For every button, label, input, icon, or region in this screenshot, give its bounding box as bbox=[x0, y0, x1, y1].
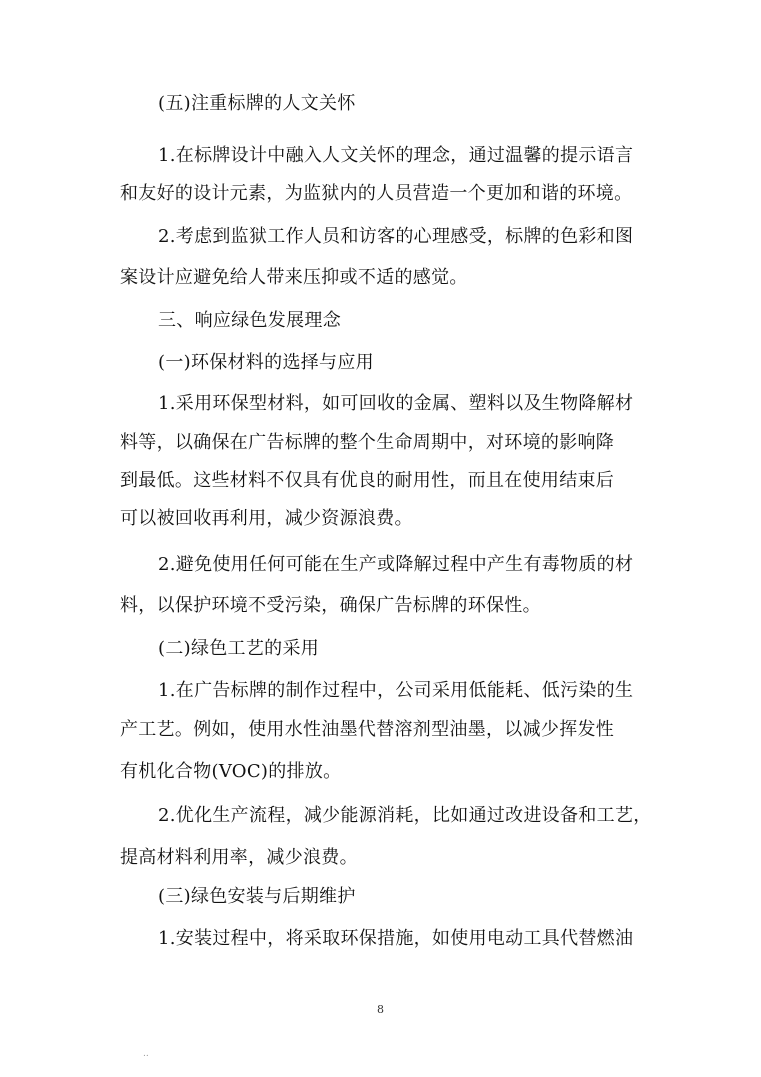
page-number: 8 bbox=[377, 1003, 384, 1016]
paragraph-line: 有机化合物(VOC)的排放。 bbox=[120, 761, 342, 782]
paragraph-line: 2.优化生产流程，减少能源消耗，比如通过改进设备和工艺， bbox=[158, 805, 652, 826]
paragraph-line: 提高材料利用率，减少浪费。 bbox=[120, 847, 358, 868]
paragraph-line: 料，以保护环境不受污染，确保广告标牌的环保性。 bbox=[120, 595, 541, 616]
subsection-heading-3: (三)绿色安装与后期维护 bbox=[158, 886, 356, 907]
subsection-heading-2: (二)绿色工艺的采用 bbox=[158, 638, 320, 659]
paragraph-line: 产工艺。例如，使用水性油墨代替溶剂型油墨，以减少挥发性 bbox=[120, 719, 615, 740]
paragraph-line: 1.采用环保型材料，如可回收的金属、塑料以及生物降解材 bbox=[158, 393, 634, 414]
section-heading-3: 三、响应绿色发展理念 bbox=[158, 310, 341, 331]
paragraph-line: 案设计应避免给人带来压抑或不适的感觉。 bbox=[120, 267, 468, 288]
paragraph-line: 和友好的设计元素，为监狱内的人员营造一个更加和谐的环境。 bbox=[120, 183, 633, 204]
paragraph-line: 1.安装过程中，将采取环保措施，如使用电动工具代替燃油 bbox=[158, 928, 634, 949]
section-heading-5: (五)注重标牌的人文关怀 bbox=[158, 93, 356, 114]
paragraph-line: 料等，以确保在广告标牌的整个生命周期中，对环境的影响降 bbox=[120, 432, 615, 453]
paragraph-line: 2.避免使用任何可能在生产或降解过程中产生有毒物质的材 bbox=[158, 554, 634, 575]
paragraph-line: 可以被回收再利用，减少资源浪费。 bbox=[120, 508, 413, 529]
subsection-heading-1: (一)环保材料的选择与应用 bbox=[158, 352, 374, 373]
paragraph-line: 2.考虑到监狱工作人员和访客的心理感受，标牌的色彩和图 bbox=[158, 226, 634, 247]
paragraph-line: 1.在标牌设计中融入人文关怀的理念，通过温馨的提示语言 bbox=[158, 145, 634, 166]
paragraph-line: 1.在广告标牌的制作过程中，公司采用低能耗、低污染的生 bbox=[158, 680, 634, 701]
footer-mark: .. bbox=[143, 1049, 149, 1059]
paragraph-line: 到最低。这些材料不仅具有优良的耐用性，而且在使用结束后 bbox=[120, 470, 615, 491]
